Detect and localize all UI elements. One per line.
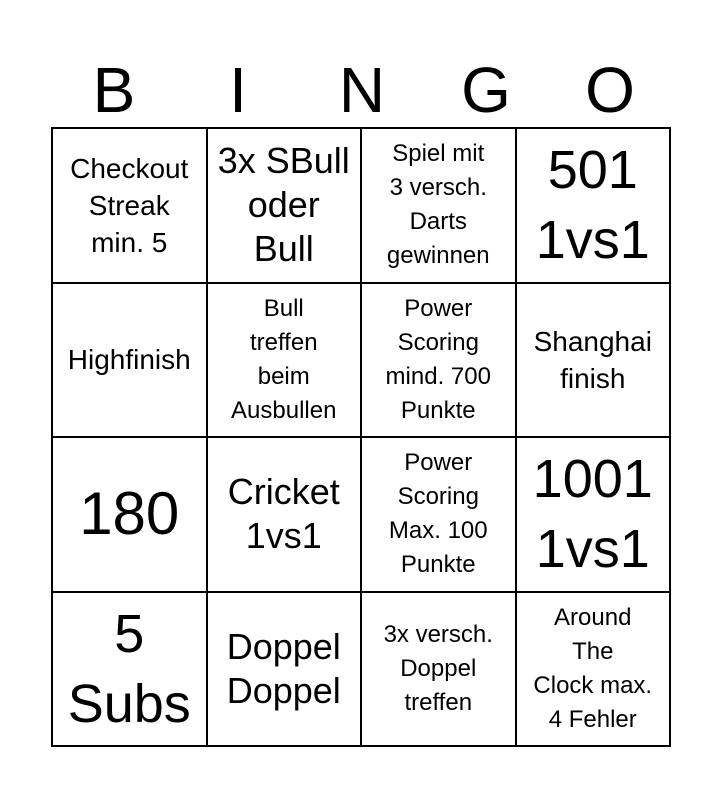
bingo-cell[interactable] — [53, 438, 208, 593]
bingo-cell[interactable] — [362, 129, 517, 284]
cell-label: Highfinish — [67, 344, 191, 376]
bingo-cell[interactable] — [208, 129, 363, 284]
cell-label: 180 — [79, 480, 180, 548]
bingo-header — [52, 52, 672, 128]
bingo-cell[interactable] — [53, 284, 208, 439]
bingo-cell[interactable] — [362, 284, 517, 439]
header-letter-i: I — [229, 54, 247, 126]
cell-label: Checkout Streak min. 5 — [70, 152, 189, 258]
cell-label: Doppel Doppel — [226, 625, 341, 711]
bingo-cell[interactable] — [362, 438, 517, 593]
cell-label: 501 1vs1 — [535, 140, 650, 271]
bingo-cell[interactable] — [53, 129, 208, 284]
cell-label: 5 Subs — [67, 603, 191, 734]
cell-label: 3x versch. Doppel treffen — [383, 620, 493, 716]
bingo-cell[interactable] — [208, 593, 363, 748]
cell-label: 3x SBull oder Bull — [217, 140, 350, 270]
cell-label: 1001 1vs1 — [532, 449, 653, 580]
bingo-cell[interactable] — [362, 593, 517, 748]
cell-label: Bull treffen beim Ausbullen — [231, 294, 337, 424]
bingo-cell[interactable] — [517, 129, 672, 284]
header-letter-o: O — [585, 54, 635, 126]
header-letter-g: G — [461, 54, 511, 126]
bingo-cell[interactable] — [517, 284, 672, 439]
cell-label: Power Scoring Max. 100 Punkte — [388, 449, 488, 579]
cell-label: Shanghai finish — [533, 325, 652, 394]
bingo-cell[interactable] — [53, 593, 208, 748]
bingo-cell[interactable] — [208, 438, 363, 593]
cell-label: Power Scoring mind. 700 Punkte — [385, 294, 491, 424]
bingo-cell[interactable] — [517, 593, 672, 748]
header-letter-b: B — [92, 54, 136, 126]
cell-label: Cricket 1vs1 — [227, 471, 340, 557]
bingo-cell[interactable] — [517, 438, 672, 593]
cell-label: Spiel mit 3 versch. Darts gewinnen — [386, 140, 490, 270]
bingo-board — [51, 127, 671, 747]
cell-label: Around The Clock max. 4 Fehler — [533, 603, 653, 733]
header-letter-n: N — [338, 54, 386, 126]
bingo-cell[interactable] — [208, 284, 363, 439]
